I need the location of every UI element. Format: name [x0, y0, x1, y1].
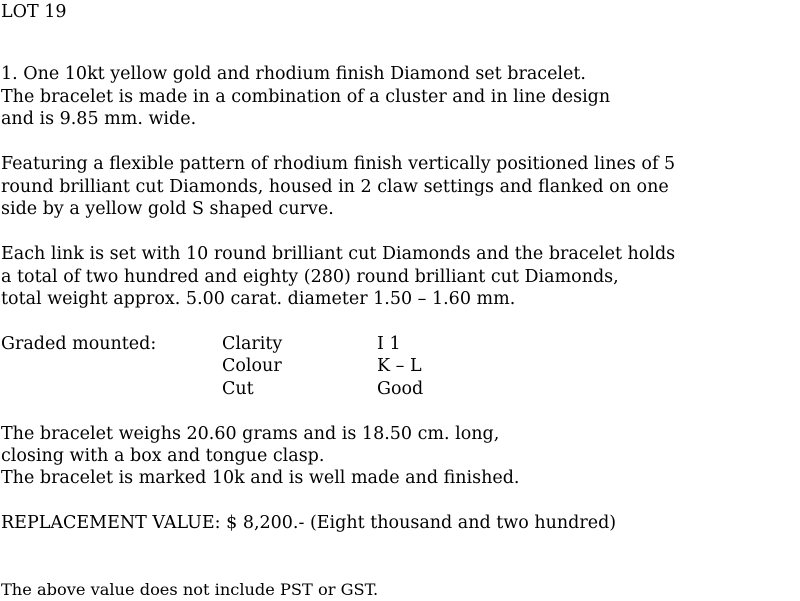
intro-line: The bracelet is made in a combination of a cluster and in line design: [1, 87, 611, 107]
intro-line: 1. One 10kt yellow gold and rhodium finish Diamond set bracelet.: [1, 64, 586, 84]
grading-value: I 1: [377, 334, 401, 354]
grading-attribute: Clarity: [222, 334, 283, 354]
tax-disclaimer: The above value does not include PST or GST.: [1, 580, 379, 599]
replacement-value: REPLACEMENT VALUE: $ 8,200.- (Eight thousand and two hundred): [1, 513, 617, 533]
diamond-line: Each link is set with 10 round brilliant cut Diamonds and the bracelet holds: [1, 244, 676, 264]
grading-label: Graded mounted:: [1, 334, 157, 354]
grading-attribute: Cut: [222, 379, 254, 399]
pattern-line: side by a yellow gold S shaped curve.: [1, 199, 334, 219]
diamond-line: a total of two hundred and eighty (280) round brilliant cut Diamonds,: [1, 267, 619, 287]
diamond-line: total weight approx. 5.00 carat. diameter 1.50 – 1.60 mm.: [1, 289, 516, 309]
lot-heading: LOT 19: [1, 2, 67, 22]
details-line: closing with a box and tongue clasp.: [1, 446, 325, 466]
details-line: The bracelet weighs 20.60 grams and is 18.50 cm. long,: [1, 424, 500, 444]
grading-attribute: Colour: [222, 356, 282, 376]
grading-value: Good: [377, 379, 424, 399]
pattern-line: round brilliant cut Diamonds, housed in 2 claw settings and flanked on one: [1, 177, 669, 197]
details-line: The bracelet is marked 10k and is well made and finished.: [1, 468, 520, 488]
intro-line: and is 9.85 mm. wide.: [1, 109, 197, 129]
pattern-line: Featuring a flexible pattern of rhodium finish vertically positioned lines of 5: [1, 154, 676, 174]
grading-value: K – L: [377, 356, 422, 376]
